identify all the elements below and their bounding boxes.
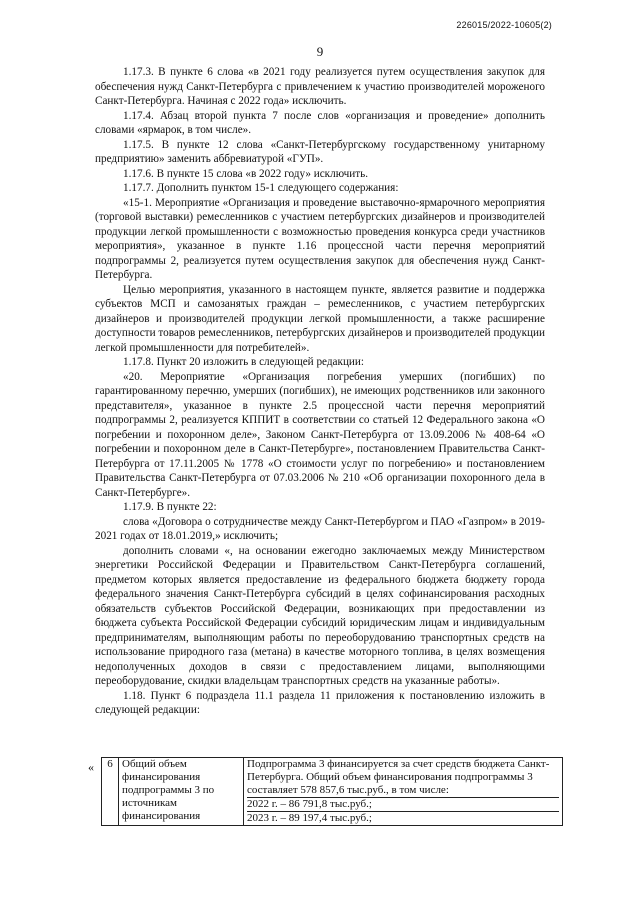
paragraph-1-17-3: 1.17.3. В пункте 6 слова «в 2021 году реализуется путем осуществления закупок для обеспечения нужд Санкт-Петербурга с привлечением к участию производителей мороженого Санкт-Петербурга. Начиная с 2022 года» исключить. xyxy=(95,66,545,107)
open-quote-mark: « xyxy=(88,760,94,774)
paragraph-1-17-9: 1.17.9. В пункте 22: xyxy=(123,501,217,513)
document-body xyxy=(95,65,545,718)
paragraph-words-added: дополнить словами «, на основании ежегодно заключаемых между Министерством энергетики Российской Федерации и Правительством Санкт-Петербурга соглашений, предметом которых является предоставление из федерального бюджета бюджету города федерального значения Санкт-Петербурга субсидий в целях софинансирования расходных обязательств субъектов Российской Федерации, возникающих при предоставлении из бюджета субъекта Российской Федерации субсидий юридическим лицам и индивидуальным предпринимателям, выполняющим работы по переоборудованию транспортных средств на использование природного газа (метана) в качестве моторного топлива, в целях возмещения недополученных доходов в связи с предоставлением лицами, выполняющими переоборудование, скидки владельцам транспортных средств на указанные работы». xyxy=(95,544,545,687)
paragraph-1-17-7: 1.17.7. Дополнить пунктом 15-1 следующего содержания: xyxy=(123,182,399,194)
paragraph-1-17-6: 1.17.6. В пункте 15 слова «в 2022 году» исключить. xyxy=(123,167,369,180)
financing-table xyxy=(101,757,563,826)
financing-2023: 2023 г. – 89 197,4 тыс.руб.; xyxy=(247,812,372,824)
paragraph-15-1: «15-1. Мероприятие «Организация и проведение выставочно-ярмарочного мероприятия (торговой выставки) ремесленников с участием петербургских дизайнеров и производителей продукции легкой промышленности с возможностью проведения конкурса среди участников мероприятия», указанное в пункте 1.16 процессной части перечня мероприятий подпрограммы 2, реализуется путем осуществления закупок для обеспечения нужд Санкт-Петербурга. xyxy=(95,196,545,281)
table-row xyxy=(102,758,563,826)
row-content-cell xyxy=(244,758,563,826)
financing-2022: 2022 г. – 86 791,8 тыс.руб.; xyxy=(247,798,559,812)
paragraph-1-17-8: 1.17.8. Пункт 20 изложить в следующей редакции: xyxy=(123,356,365,368)
row-number-cell: 6 xyxy=(102,758,119,826)
paragraph-words-removed: слова «Договора о сотрудничестве между Санкт-Петербургом и ПАО «Газпром» в 2019-2021 годах от 18.01.2019,» исключить; xyxy=(95,515,545,542)
paragraph-1-17-4: 1.17.4. Абзац второй пункта 7 после слов «организация и проведение» дополнить словами «ярмарок, в том числе». xyxy=(95,109,545,136)
page-number: 9 xyxy=(316,44,324,59)
registration-number: 226015/2022-10605(2) xyxy=(456,20,552,30)
financing-summary: Подпрограмма 3 финансируется за счет средств бюджета Санкт-Петербурга. Общий объем финансирования подпрограммы 3 составляет 578 857,6 тыс.руб., в том числе: xyxy=(247,758,559,798)
row-name-cell: Общий объем финансирования подпрограммы 3 по источникам финансирования xyxy=(119,758,244,826)
paragraph-1-18: 1.18. Пункт 6 подраздела 11.1 раздела 11 приложения к постановлению изложить в следующей редакции: xyxy=(95,689,545,716)
paragraph-20: «20. Мероприятие «Организация погребения умерших (погибших) по гарантированному перечню, умерших (погибших), не имеющих родственников или законного представителя», указанное в пункте 2.5 процессной части перечня мероприятий подпрограммы 2, реализуется КППИТ в соответствии со статьей 12 Федерального закона «О погребении и похоронном деле», Законом Санкт-Петербурга от 13.09.2006 № 408-64 «О погребении и похоронном деле в Санкт-Петербурге», постановлением Правительства Санкт-Петербурга от 17.11.2005 № 1778 «О стоимости услуг по погребению» и постановлением Правительства Санкт-Петербурга от 07.03.2006 № 210 «Об организации похоронного дела в Санкт-Петербурге». xyxy=(95,370,545,499)
paragraph-1-17-5: 1.17.5. В пункте 12 слова «Санкт-Петербургскому государственному унитарному предприятию» заменить аббревиатурой «ГУП». xyxy=(95,138,545,165)
paragraph-15-1-goal: Целью мероприятия, указанного в настоящем пункте, является развитие и поддержка субъектов МСП и самозанятых граждан – ремесленников, с участием петербургских дизайнеров и производителей продукции легкой промышленности, а также расширение доступности товаров ремесленников, петербургских дизайнеров и производителей продукции легкой промышленности для потребителей». xyxy=(95,283,545,354)
